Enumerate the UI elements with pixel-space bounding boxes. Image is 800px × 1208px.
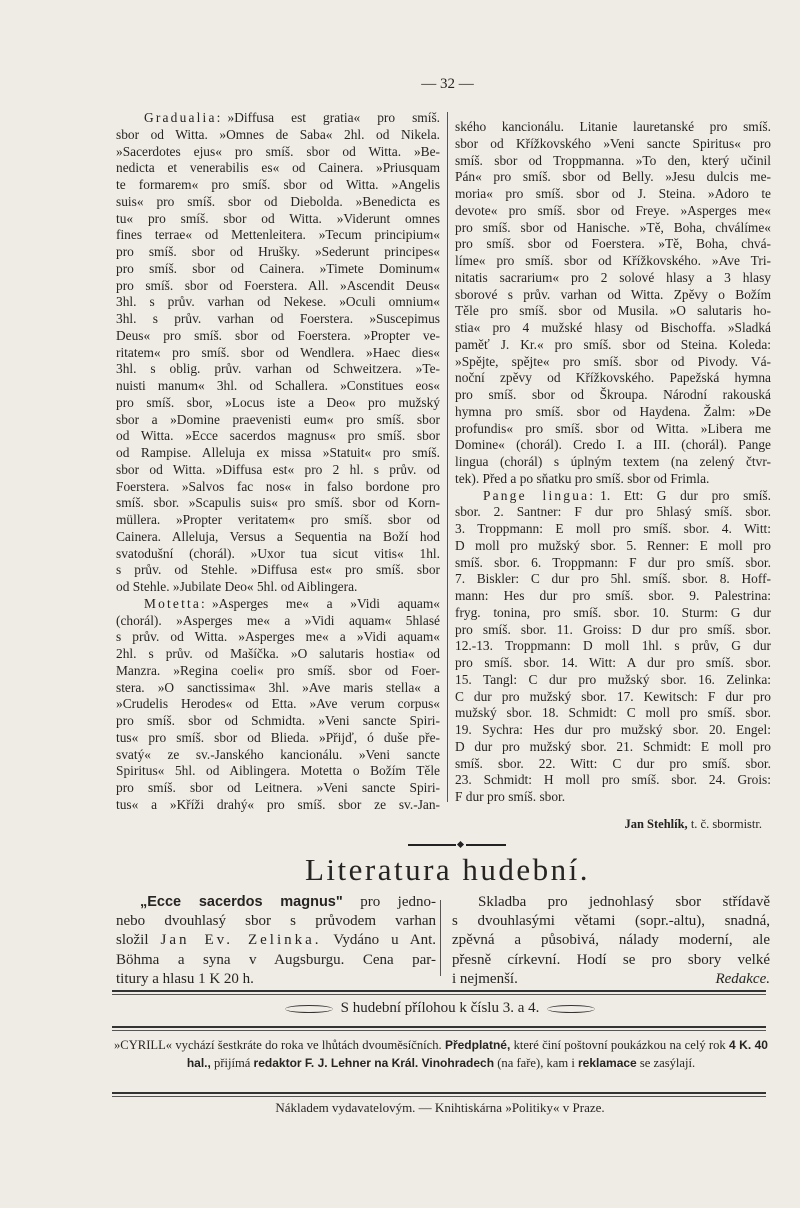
text-line: nuisti manum« 3hl. od Schallera. »Constitues eos«	[116, 378, 440, 393]
swash-ornament-left	[285, 1005, 333, 1013]
notice-text: se zasýlají.	[639, 1056, 696, 1070]
text-line: svatodušní (chorál). »Uxor tua sicut vitis« 1hl.	[116, 545, 440, 561]
text-line: pro smíš. sbor, »Locus iste a Deo« pro mužský	[116, 394, 440, 410]
text-line: Spiritus« 5hl. od Aiblingera. Motetta o Božím Těle	[116, 763, 440, 779]
text-line: smíš. sbor od Troppmanna. »To den, který učinil	[455, 152, 771, 168]
section-heading: Literatura hudební.	[304, 852, 591, 887]
text-line: »Crudelis Herodes« od Etta. »Ave verum corpus«	[116, 696, 440, 712]
right-column	[455, 119, 771, 806]
text-line: tek). Před a po sňatku pro smíš. sbor od Frimla.	[455, 470, 710, 486]
column-divider	[447, 112, 448, 802]
text-line: i nejmenší.	[452, 970, 518, 987]
composer-name: Jan Ev. Zelinka.	[160, 932, 322, 949]
double-rule	[112, 1092, 766, 1097]
text-line: tu« pro smíš. sbor od Witta. »Viderunt omnes	[116, 210, 440, 226]
subscription-price: 4 K. 40 hal.,	[186, 1038, 768, 1070]
text-line: 12.-13. Troppmann: D moll 1hl. s prův, G dur	[455, 638, 771, 654]
text-line: 2hl. s prův. od Mašíčka. »O salutaris hostia« od	[116, 646, 440, 661]
text-line: pro smíš. sbor od Škroupa. Národní rakouská	[455, 387, 771, 402]
text-line: složil	[116, 932, 149, 949]
text-line: stera. »O sanctissima« 3hl. »Ave maris stella« a	[116, 679, 440, 695]
text-line: pro smíš. sbor od Schmidta. »Veni sancte Spiri-	[116, 713, 440, 728]
text-line	[455, 488, 771, 505]
text-line: pro smíš. sbor od Foerstera. All. »Ascendit Deus«	[116, 277, 440, 293]
text-line: (chorál). »Asperges me« a »Vidi aquam« 5hlasé	[116, 612, 440, 628]
text-line: te formarem« pro smíš. sbor od Witta. »Angelis	[116, 177, 440, 192]
text-line: pro smíš. sbor od Foerstera. »Tě, Boha, chvá-	[455, 236, 771, 252]
text-line: svatý« ze sv.-Janského kancionálu. »Veni sancte	[116, 746, 440, 762]
subscription-notice	[114, 1036, 768, 1072]
text-line: pro smíš. sbor od Hrušky. »Sederunt principes«	[116, 244, 440, 259]
text-line: moria« pro smíš. sbor od J. Steina. »Adoro te	[455, 186, 771, 201]
text-line: mann: Hes dur pro smíš. sbor. 9. Palestrina:	[455, 588, 771, 603]
text-line: lingua (chorál) s úplným textem (na zelený čtvr-	[455, 454, 771, 469]
text-line: sbor od Witta. »Omnes de Saba« 2hl. od Nikela.	[116, 126, 440, 142]
ornamental-divider	[408, 843, 508, 846]
text-line: suis« pro smíš. sbor od Diebolda. »Benedicta es	[116, 193, 440, 209]
text-line: 7. Biskler: C dur pro 5hl. smíš. sbor. 8. Hoff-	[455, 571, 771, 587]
text-line: D dur pro mužský sbor. 21. Schmidt: E moll pro	[455, 738, 771, 754]
text-line: od Stehle. »Jubilate Deo« 5hl. od Aiblingera.	[116, 579, 358, 594]
text-line: Skladba pro jednohlasý sbor střídavě	[478, 894, 770, 910]
text-line: D moll pro mužský sbor. 5. Renner: E moll pro	[455, 537, 771, 553]
text-line: smíš. sbor. 6. Troppmann: F dur pro smíš. sbor.	[455, 554, 771, 570]
text-line: nitatis sacrarium« pro 2 solové hlasy a 3 hlasy	[455, 269, 771, 285]
notice-bold: Předplatné,	[444, 1038, 511, 1052]
line-text: 1. Ett: G dur pro smíš.	[600, 487, 771, 503]
double-rule	[112, 990, 766, 995]
section-lead: Gradualia:	[144, 110, 223, 125]
text-line: pro jedno-	[360, 894, 436, 910]
text-line: Pán« pro smíš. sbor od Belly. »Jesu dulcis me-	[455, 169, 771, 185]
section-lead: Motetta:	[144, 595, 207, 611]
text-line: sbor a »Domine praevenisti eum« pro smíš. sbor	[116, 411, 440, 427]
text-line: smíš. sbor. »Scapulis suis« pro smíš. sbor od Korn-	[116, 495, 440, 511]
text-line: 15. Tangl: C dur pro mužský sbor. 16. Zelinka:	[455, 671, 771, 687]
notice-bold: reklamace	[578, 1056, 637, 1070]
text-line: sborové s prův. varhan od Witta. Zpěvy o Božím	[455, 286, 771, 302]
text-line: s prův. od Stehle. »Diffusa est« pro smíš. sbor	[116, 562, 440, 578]
text-line: Foerstera. »Salvos fac nos« in falso bordone pro	[116, 478, 440, 494]
line-text: »Asperges me« a »Vidi aquam«	[211, 595, 440, 611]
signature-title: t. č. sbormistr.	[690, 817, 762, 831]
line-text: »Diffusa est gratia« pro smíš.	[227, 110, 440, 125]
text-line: müllera. »Propter veritatem« pro smíš. sbor od	[116, 512, 440, 527]
text-line: »Sacerdotes ejus« pro smíš. sbor od Witta. »Be-	[116, 143, 440, 159]
text-line: fryg. tonina, pro smíš. sbor. 10. Sturm: G dur	[455, 604, 771, 620]
text-line: Cainera. Alleluja, Versus a Sequentia na Boží hod	[116, 528, 440, 544]
text-line: 3. Troppmann: E moll pro smíš. sbor. 4. Witt:	[455, 521, 771, 536]
text-line: sbor. 2. Santner: F dur pro 5hlasý smíš. sbor.	[455, 504, 771, 520]
notice-text: které činí poštovní poukázkou na celý rok	[513, 1038, 726, 1052]
left-column	[116, 110, 440, 814]
text-line: od Witta. »Ecce sacerdos magnus« pro smíš. sbor	[116, 428, 440, 444]
review-right	[452, 893, 770, 989]
text-line: nedicta et venerabilis es« od Cainera. »Priusquam	[116, 160, 440, 176]
review-title: „Ecce sacerdos magnus"	[140, 894, 343, 910]
music-supplement-banner	[0, 1000, 800, 1017]
text-line: pro smíš. sbor od Hanische. »Tě, Boha, chválíme«	[455, 219, 771, 235]
banner-text: S hudební přílohou k číslu 3. a 4.	[340, 1000, 540, 1016]
notice-text: (na faře), kam i	[497, 1056, 575, 1070]
text-line: pro smíš. sbor od Cainera. »Timete Dominum«	[116, 260, 440, 276]
text-line: pro smíš. sbor od Leitnera. »Veni sancte Spiri-	[116, 780, 440, 795]
text-line: noční zpěvy od Křížkovského. Papežská hymna	[455, 370, 771, 386]
text-line: Vydáno u Ant.	[333, 932, 437, 949]
text-line: Böhma a syna v Augsburgu. Cena par-	[116, 951, 436, 968]
text-line: Těle pro smíš. sbor od Musila. »O salutaris ho-	[455, 303, 771, 319]
editor-address: redaktor F. J. Lehner na Král. Vinohradech	[253, 1056, 495, 1070]
text-line: 19. Sychra: Hes dur pro mužský sbor. 20. Engel:	[455, 722, 771, 737]
notice-text: »CYRILL« vychází šestkráte do roka ve lhůtách dvouměsíčních.	[114, 1038, 442, 1052]
notice-text: přijímá	[214, 1056, 251, 1070]
text-line: mužský sbor. 18. Schmidt: C moll pro smíš. sbor.	[455, 705, 771, 721]
text-line: od Rampise. Alleluja ex missa »Statuit« pro smíš.	[116, 445, 440, 460]
text-line: Manzra. »Regina coeli« pro smíš. sbor od Foer-	[116, 662, 440, 678]
text-line: s dvouhlasými větami (sopr.-altu), snadná,	[452, 913, 770, 930]
text-line: pro smíš. sbor. 14. Witt: A dur pro smíš. sbor.	[455, 655, 771, 670]
text-line: devote« pro smíš. sbor od Freye. »Asperges me«	[455, 202, 771, 218]
text-line: Deus« pro smíš. sbor od Foerstera. »Propter ve-	[116, 327, 440, 343]
text-line	[116, 596, 440, 613]
text-line: hymna pro smíš. sbor od Haydena. Žalm: »De	[455, 403, 771, 419]
text-line: 3hl. s prův. varhan od Foerstera. »Suscepimus	[116, 311, 440, 326]
text-line: tus« a »Kříži drahý« pro smíš. sbor ze sv.-Jan-	[116, 796, 440, 812]
text-line: 3hl. s oblig. prův. varhan od Schweitzera. »Te-	[116, 361, 440, 377]
review-left	[116, 893, 436, 989]
page-number: — 32 —	[421, 76, 474, 92]
text-line: přesně církevní. Hodí se pro sbory velké	[452, 951, 770, 968]
text-line: sbor od Witta. »Diffusa est« pro 2 hl. s prův. od	[116, 461, 440, 477]
text-line: 23. Schmidt: H moll pro smíš. sbor. 24. Grois:	[455, 772, 771, 788]
text-line: titury a hlasu 1 K 20 h.	[116, 970, 254, 987]
signature-name: Jan Stehlík,	[624, 817, 688, 831]
text-line: sbor od Křížkovského »Veni sancte Spiritus« pro	[455, 135, 771, 151]
text-line: ského kancionálu. Litanie lauretanské pro smíš.	[455, 119, 771, 134]
text-line: Domine« (chorál). Credo I. a III. (chorál). Pange	[455, 437, 771, 453]
text-line: profundis« pro smíš. sbor od Witta. »Libera me	[455, 420, 771, 436]
text-line: fines terrae« od Mettenleitera. »Tecum principium«	[116, 227, 440, 243]
text-line: zpěvná a působivá, nálady moderní, ale	[452, 932, 770, 949]
text-line: paměť J. Kr.« pro smíš. sbor od Steina. Koleda:	[455, 336, 771, 352]
text-line: smíš. sbor. 22. Witt: C dur pro smíš. sbor.	[455, 755, 771, 771]
text-line: nebo dvouhlasý sbor s průvodem varhan	[116, 913, 436, 930]
text-line: s prův. od Witta. »Asperges me« a »Vidi aquam«	[116, 629, 440, 645]
text-line: tus« pro smíš. sbor od Blieda. »Přijď, ó duše pře-	[116, 729, 440, 745]
text-line: 3hl. s prův. varhan od Nekese. »Oculi omnium«	[116, 294, 440, 310]
text-line: »Spějte, spějte« pro smíš. sbor od Pivody. Vá-	[455, 353, 771, 369]
publisher-footer: Nákladem vydavatelovým. — Knihtiskárna »Politiky« v Praze.	[275, 1100, 605, 1115]
text-line: ritatem« pro smíš. sbor od Wendlera. »Haec dies«	[116, 344, 440, 360]
text-line: líme« pro smíš. sbor od Křížkovského. »Ave Tri-	[455, 253, 771, 268]
text-line: C dur pro mužský sbor. 17. Kewitsch: F dur pro	[455, 688, 771, 704]
swash-ornament-right	[547, 1005, 595, 1013]
text-line	[116, 110, 440, 127]
editor-signoff: Redakce.	[715, 970, 770, 987]
signature	[624, 817, 762, 832]
section-lead: Pange lingua:	[483, 487, 596, 503]
text-line: stia« pro 4 mužské hlasy od Bischoffa. »Sladká	[455, 320, 771, 335]
text-line: F dur pro smíš. sbor.	[455, 789, 566, 804]
double-rule	[112, 1026, 766, 1031]
review-divider	[440, 900, 441, 976]
text-line: pro smíš. sbor. 11. Groiss: D dur pro smíš. sbor.	[455, 621, 771, 637]
